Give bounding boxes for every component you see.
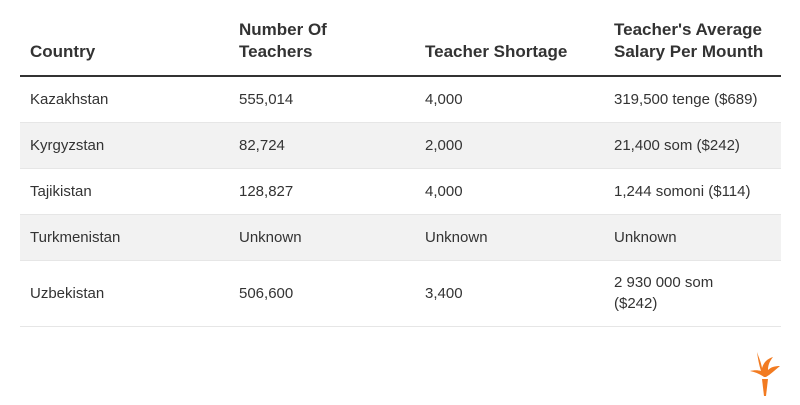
header-average-salary-line-2: Salary Per Mounth — [614, 42, 764, 61]
torch-logo-handle-icon — [762, 379, 768, 396]
cell-teacher-shortage: 4,000 — [425, 168, 614, 214]
header-row — [20, 14, 781, 76]
cell-country: Kazakhstan — [20, 76, 239, 122]
cell-number-of-teachers: 82,724 — [239, 122, 425, 168]
header-teacher-shortage — [425, 14, 614, 76]
table-row — [20, 214, 781, 260]
header-average-salary — [614, 14, 781, 76]
torch-logo-flame-icon — [750, 352, 780, 377]
cell-average-salary: 2 930 000 som ($242) — [614, 260, 781, 326]
header-country-line-1: Country — [30, 42, 96, 61]
torch-logo-icon — [749, 350, 781, 400]
cell-country: Tajikistan — [20, 168, 239, 214]
cell-country: Uzbekistan — [20, 260, 239, 326]
cell-average-salary: 1,244 somoni ($114) — [614, 168, 781, 214]
header-teacher-shortage-line-1: Teacher Shortage — [425, 42, 568, 61]
cell-average-salary: 319,500 tenge ($689) — [614, 76, 781, 122]
header-country — [20, 14, 239, 76]
table-body — [20, 76, 781, 326]
header-number-of-teachers-line-2: Teachers — [239, 42, 313, 61]
cell-number-of-teachers: 506,600 — [239, 260, 425, 326]
cell-teacher-shortage: 4,000 — [425, 76, 614, 122]
header-number-of-teachers — [239, 14, 425, 76]
table-row — [20, 76, 781, 122]
header-number-of-teachers-line-1: Number Of — [239, 20, 327, 39]
cell-number-of-teachers: 555,014 — [239, 76, 425, 122]
teachers-table — [20, 14, 781, 327]
header-average-salary-line-1: Teacher's Average — [614, 20, 762, 39]
data-table-container — [20, 14, 781, 327]
cell-country: Turkmenistan — [20, 214, 239, 260]
cell-country: Kyrgyzstan — [20, 122, 239, 168]
cell-number-of-teachers: Unknown — [239, 214, 425, 260]
table-row — [20, 168, 781, 214]
cell-number-of-teachers: 128,827 — [239, 168, 425, 214]
cell-teacher-shortage: 2,000 — [425, 122, 614, 168]
table-row — [20, 260, 781, 326]
cell-average-salary: Unknown — [614, 214, 781, 260]
table-header — [20, 14, 781, 76]
cell-teacher-shortage: 3,400 — [425, 260, 614, 326]
cell-average-salary: 21,400 som ($242) — [614, 122, 781, 168]
cell-teacher-shortage: Unknown — [425, 214, 614, 260]
table-row — [20, 122, 781, 168]
